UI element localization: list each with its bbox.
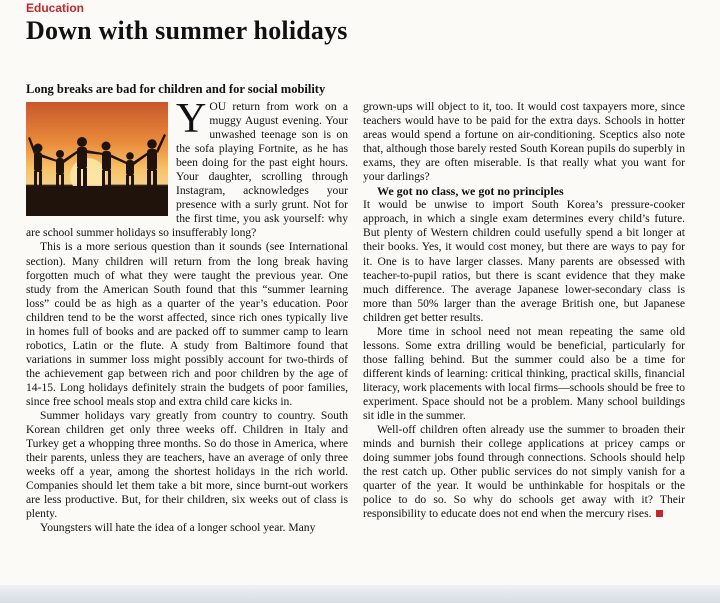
rubric: Long breaks are bad for children and for social mobility bbox=[26, 82, 326, 96]
drop-cap: Y bbox=[176, 96, 207, 142]
article-paragraph: Summer holidays vary greatly from country to country. South Korean children get only three weeks off. Children in Italy and Turkey get a whopping three months. So do those in America, where their parents, unless they are teachers, have an average of only three weeks off a year, among the shortest holidays in the rich world. Companies should let them take a bit more, since burnt-out workers are less productive. But, for their children, six weeks out of class is plenty. bbox=[26, 409, 348, 521]
article-paragraph: Youngsters will hate the idea of a longer school year. Many bbox=[40, 521, 316, 535]
lead-in: OU bbox=[209, 100, 227, 113]
article-column-right bbox=[363, 100, 685, 521]
family-silhouette-sunset-image bbox=[26, 102, 168, 216]
subheading: We got no class, we got no principles bbox=[377, 184, 564, 199]
article-paragraph: This is a more serious question than it sounds (see International section). Many children will return from the long break having forgotten much of what they were taught the previous year. One study from the American South found that this “summer learning loss” could be as high as a quarter of the year’s education. Poor children tend to be the worst affected, since rich ones typically live in homes full of books and are packed off to summer camp to learn robotics, Latin or the flute. A study from Baltimore found that variations in summer loss might possibly account for two-thirds of the achievement gap between rich and poor children by the age of 14-15. Long holidays definitely strain the budgets of poor families, since free school meals stop and extra child care kicks in. bbox=[26, 240, 348, 408]
page-footer-band bbox=[0, 585, 720, 603]
article-column-left bbox=[26, 96, 348, 535]
end-mark-icon bbox=[656, 510, 663, 517]
article-paragraph: It would be unwise to import South Korea’s pressure-cooker approach, in which a single exam determines every child’s future. But plenty of Western children could usefully spend a bit longer at their books. Yes, it would cost money, but there are ways to pay for it. One is to have larger classes. Many parents are obsessed with teacher-to-pupil ratios, but there is scant evidence that they make much difference. The average Japanese lower-secondary class is more than 50% larger than the average British one, but Japanese children get better results. bbox=[363, 198, 685, 324]
paragraph-text: return from work on a muggy August evening. Your unwashed teenage son is on the sofa playing Fortnite, as he has been doing for the past eight hours. Your daughter, scrolling through Instagram, acknowledges your presence with a surly grunt. Not for the first time, you ask yourself: why are school summer holidays so insufferably long? bbox=[26, 100, 348, 240]
article-paragraph bbox=[363, 423, 685, 521]
section-tag: Education bbox=[26, 1, 85, 15]
headline: Down with summer holidays bbox=[26, 16, 348, 45]
article-paragraph-continued: grown-ups will object to it, too. It would cost taxpayers more, since teachers would have to be paid for the extra days. Schools in hotter areas would spend a fortune on air-conditioning. Sceptics also note that, although those barely rested South Korean pupils do superbly in exams, they are often miserable. Is that really what you want for your darlings? bbox=[363, 100, 685, 184]
paragraph-text: Well-off children often already use the summer to broaden their minds and burnish their college applications at pricey camps or doing summer jobs found through connections. Schools should help the rest catch up. Other public services do not simply vanish for a quarter of the year. It would be unthinkable for hospitals or the police to do so. So why do schools get away with it? Their responsibility to educate does not end when the mercury rises. bbox=[363, 423, 685, 521]
article-paragraph: More time in school need not mean repeating the same old lessons. Some extra drilling would be beneficial, particularly for those falling behind. But the summer could also be a time for different kinds of learning: critical thinking, practical skills, financial literacy, work placements with local firms—schools should be free to experiment. Space should not be a problem. Many school buildings sit idle in the summer. bbox=[363, 324, 685, 423]
